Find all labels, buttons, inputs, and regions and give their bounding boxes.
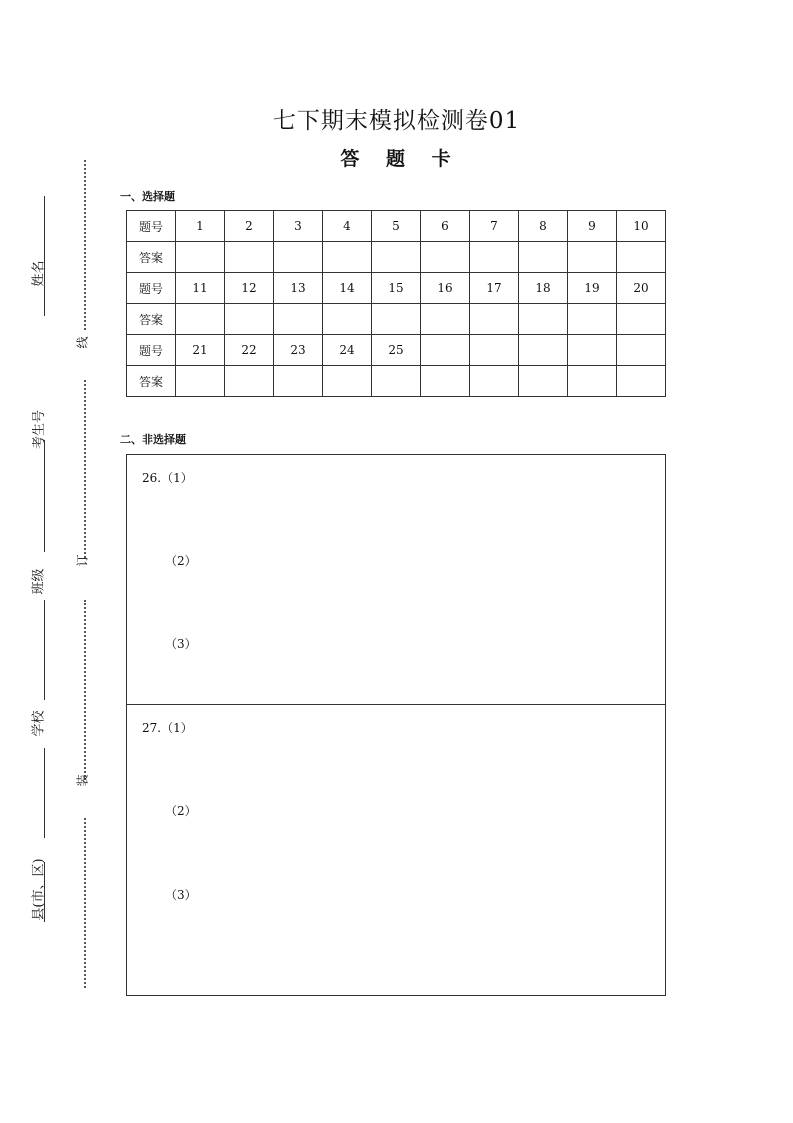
answer-cell[interactable] [421, 242, 470, 273]
answer-header: 答案 [127, 304, 176, 335]
answer-cell[interactable] [323, 366, 372, 397]
question-number-cell [421, 335, 470, 366]
question-number-cell: 15 [372, 273, 421, 304]
question-number-cell [519, 335, 568, 366]
answer-cell[interactable] [372, 304, 421, 335]
bind-dotted-line-1 [84, 160, 86, 330]
bind-dotted-line-4 [84, 818, 86, 988]
answer-cell[interactable] [568, 242, 617, 273]
question-number-cell: 7 [470, 211, 519, 242]
question-number-cell: 14 [323, 273, 372, 304]
question-number-header: 题号 [127, 335, 176, 366]
question-number-cell: 24 [323, 335, 372, 366]
question-number-cell: 22 [225, 335, 274, 366]
question-number-cell: 4 [323, 211, 372, 242]
question-number-header: 题号 [127, 211, 176, 242]
bind-char-line: 线 [75, 336, 90, 349]
margin-exam-no-label: 考生号 [32, 409, 48, 450]
question-number-cell: 9 [568, 211, 617, 242]
question-number-cell: 11 [176, 273, 225, 304]
answer-cell[interactable] [225, 242, 274, 273]
answer-cell[interactable] [617, 304, 666, 335]
bind-dotted-line-2 [84, 380, 86, 558]
question-number-cell [617, 335, 666, 366]
answer-cell[interactable] [421, 304, 470, 335]
question-number-cell: 10 [617, 211, 666, 242]
answer-cell[interactable] [176, 242, 225, 273]
margin-underline-school [44, 748, 45, 838]
answer-cell[interactable] [421, 366, 470, 397]
margin-name-label: 姓名 [31, 260, 47, 287]
answer-cell[interactable] [617, 242, 666, 273]
margin-class-label: 班级 [31, 568, 47, 595]
choice-answer-grid [126, 210, 666, 397]
answer-cell[interactable] [470, 366, 519, 397]
section-heading-choice: 一、选择题 [120, 190, 175, 203]
question-number-cell: 6 [421, 211, 470, 242]
question-number-header: 题号 [127, 273, 176, 304]
answer-cell[interactable] [617, 366, 666, 397]
answer-cell[interactable] [225, 366, 274, 397]
question-number-cell [470, 335, 519, 366]
page-title: 七下期末模拟检测卷01 [272, 108, 521, 134]
question-number-cell [568, 335, 617, 366]
answer-cell[interactable] [372, 242, 421, 273]
answer-cell[interactable] [372, 366, 421, 397]
question-number-cell: 20 [617, 273, 666, 304]
bind-dotted-line-3 [84, 600, 86, 780]
q27-part3-label: （3） [165, 888, 197, 902]
answer-cell[interactable] [274, 304, 323, 335]
question-number-cell: 13 [274, 273, 323, 304]
q27-part1-label: 27.（1） [142, 721, 193, 735]
question-number-cell: 16 [421, 273, 470, 304]
answer-header: 答案 [127, 242, 176, 273]
margin-county-label: 县(市、区) [31, 858, 47, 921]
answer-cell[interactable] [519, 304, 568, 335]
question-number-cell: 12 [225, 273, 274, 304]
grid-row [127, 366, 666, 397]
answer-cell[interactable] [519, 366, 568, 397]
answer-cell[interactable] [568, 366, 617, 397]
grid-row [127, 304, 666, 335]
answer-header: 答案 [127, 366, 176, 397]
question-number-cell: 23 [274, 335, 323, 366]
margin-underline-exam-no [44, 440, 45, 552]
grid-row [127, 273, 666, 304]
answer-cell[interactable] [519, 242, 568, 273]
question-number-cell: 1 [176, 211, 225, 242]
margin-school-label: 学校 [31, 710, 47, 737]
answer-cell[interactable] [470, 242, 519, 273]
bind-char-zhuang: 装 [75, 774, 90, 787]
section-heading-nonchoice: 二、非选择题 [120, 433, 186, 446]
margin-underline-name [44, 196, 45, 316]
question-number-cell: 2 [225, 211, 274, 242]
answer-box-q26[interactable] [126, 454, 666, 705]
bind-char-ding: 订 [75, 554, 90, 567]
question-number-cell: 3 [274, 211, 323, 242]
margin-underline-class [44, 600, 45, 700]
question-number-cell: 5 [372, 211, 421, 242]
answer-cell[interactable] [225, 304, 274, 335]
question-number-cell: 8 [519, 211, 568, 242]
answer-box-q27[interactable] [126, 704, 666, 996]
grid-row [127, 211, 666, 242]
answer-cell[interactable] [470, 304, 519, 335]
q26-part3-label: （3） [165, 637, 197, 651]
answer-cell[interactable] [176, 304, 225, 335]
question-number-cell: 18 [519, 273, 568, 304]
page-subtitle: 答 题 卡 [340, 148, 461, 170]
answer-cell[interactable] [323, 242, 372, 273]
q26-part2-label: （2） [165, 554, 197, 568]
question-number-cell: 19 [568, 273, 617, 304]
answer-cell[interactable] [176, 366, 225, 397]
answer-cell[interactable] [323, 304, 372, 335]
q27-part2-label: （2） [165, 804, 197, 818]
answer-cell[interactable] [274, 366, 323, 397]
grid-row [127, 242, 666, 273]
answer-cell[interactable] [274, 242, 323, 273]
question-number-cell: 17 [470, 273, 519, 304]
answer-cell[interactable] [568, 304, 617, 335]
q26-part1-label: 26.（1） [142, 471, 193, 485]
question-number-cell: 21 [176, 335, 225, 366]
grid-row [127, 335, 666, 366]
question-number-cell: 25 [372, 335, 421, 366]
